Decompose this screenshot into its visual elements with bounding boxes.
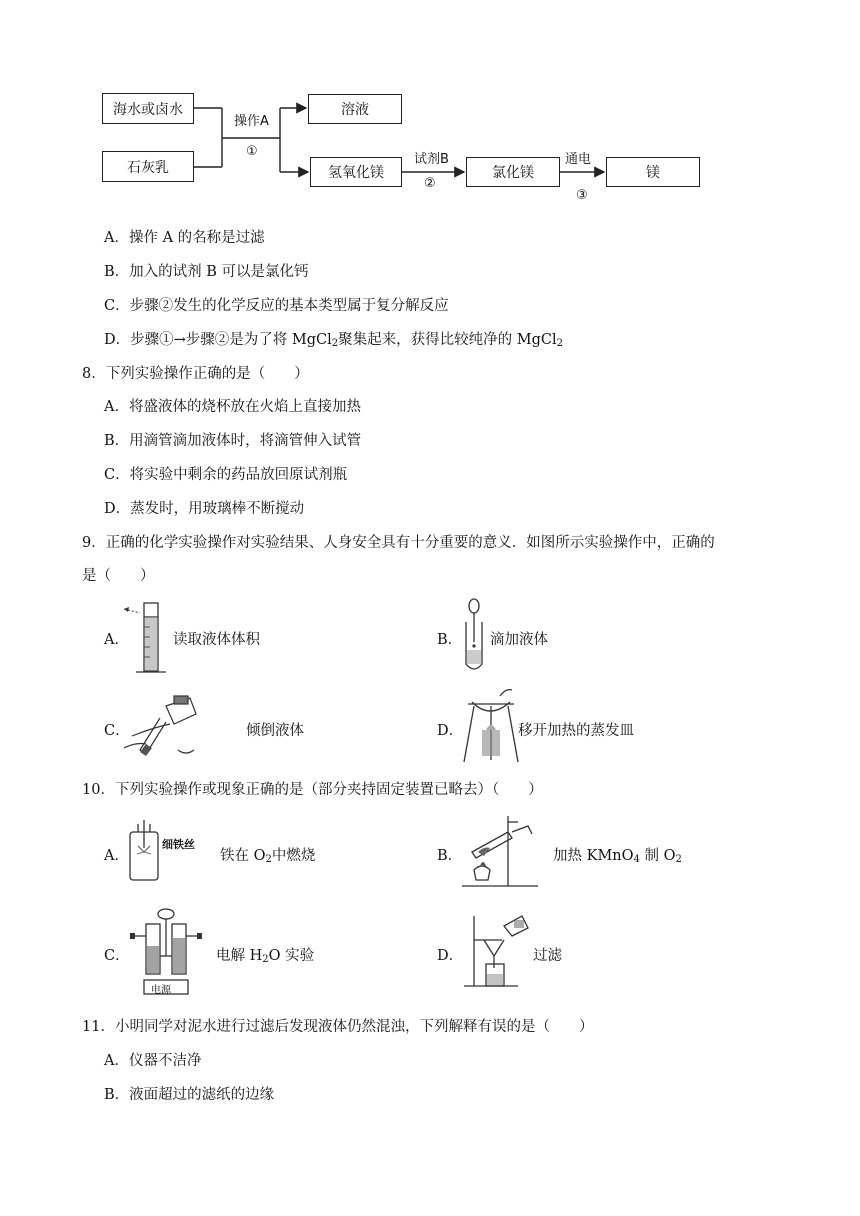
q10-c-caption-pre: 电解 H bbox=[216, 948, 263, 964]
q10-b-caption bbox=[553, 844, 682, 865]
q7-option-b: B．加入的试剂 B 可以是氯化钙 bbox=[104, 264, 309, 280]
q8-option-c: C．将实验中剩余的药品放回原试剂瓶 bbox=[104, 467, 348, 483]
flowchart-connectors bbox=[0, 0, 860, 200]
q10-c-caption bbox=[216, 944, 314, 965]
q10-stem: 10．下列实验操作或现象正确的是（部分夹持固定装置已略去）（ ） bbox=[82, 782, 543, 798]
q11-option-a: A．仪器不洁净 bbox=[104, 1053, 202, 1069]
q7-d-sub2: 2 bbox=[556, 338, 563, 349]
q10-d-caption: 过滤 bbox=[533, 948, 562, 964]
box-solution: 溶液 bbox=[308, 94, 402, 124]
q10-a-caption bbox=[220, 844, 315, 865]
label-step-3: ③ bbox=[576, 188, 588, 203]
q9-d-caption: 移开加热的蒸发皿 bbox=[518, 723, 634, 739]
q7-d-part1: D．步骤①→步骤②是为了将 MgCl bbox=[104, 332, 332, 348]
q8-option-d: D．蒸发时，用玻璃棒不断搅动 bbox=[104, 501, 305, 517]
q7-option-a: A．操作 A 的名称是过滤 bbox=[104, 230, 265, 246]
label-electrolysis: 通电 bbox=[565, 152, 592, 167]
graduated-cylinder-icon bbox=[122, 597, 174, 679]
q8-option-a: A．将盛液体的烧杯放在火焰上直接加热 bbox=[104, 399, 361, 415]
q8-option-b: B．用滴管滴加液体时，将滴管伸入试管 bbox=[104, 433, 362, 449]
evaporating-dish-tripod-icon bbox=[460, 686, 522, 766]
box-seawater: 海水或卤水 bbox=[102, 93, 194, 124]
q9-stem-line1: 9．正确的化学实验操作对实验结果、人身安全具有十分重要的意义．如图所示实验操作中，正确的 bbox=[82, 535, 715, 551]
label-operation-a: 操作A bbox=[234, 114, 269, 129]
q10-c-sub: 2 bbox=[262, 954, 269, 965]
box-lime-milk: 石灰乳 bbox=[102, 151, 194, 182]
q10-a-letter: A． bbox=[104, 848, 129, 864]
pouring-liquid-icon bbox=[122, 692, 214, 762]
q7-d-sub1: 2 bbox=[331, 338, 339, 349]
q10-d-letter: D． bbox=[437, 948, 464, 964]
label-step-2: ② bbox=[424, 176, 436, 191]
q9-stem-line2: 是（ ） bbox=[82, 568, 155, 584]
iron-wire-bottle-icon bbox=[126, 818, 162, 884]
q9-d-letter: D． bbox=[437, 723, 464, 739]
q7-option-c: C．步骤②发生的化学反应的基本类型属于复分解反应 bbox=[104, 298, 449, 314]
q10-b-caption-pre: 加热 KMnO bbox=[553, 848, 634, 864]
q10-a-caption-pre: 铁在 O bbox=[220, 848, 266, 864]
q7-option-d bbox=[104, 330, 563, 354]
filtration-setup-icon bbox=[462, 910, 534, 990]
q9-c-caption: 倾倒液体 bbox=[246, 723, 304, 739]
box-magnesium-hydroxide: 氢氧化镁 bbox=[310, 157, 402, 187]
label-reagent-b: 试剂B bbox=[414, 152, 449, 167]
q11-stem: 11．小明同学对泥水进行过滤后发现液体仍然混浊，下列解释有误的是（ ） bbox=[82, 1019, 594, 1035]
q9-c-letter: C． bbox=[104, 723, 130, 739]
flowchart bbox=[0, 0, 860, 203]
q10-b-sub4: 4 bbox=[633, 854, 640, 865]
q10-c-letter: C． bbox=[104, 948, 130, 964]
heating-kmno4-apparatus-icon bbox=[458, 808, 550, 892]
q10-a-sub: 2 bbox=[265, 854, 272, 865]
box-magnesium: 镁 bbox=[606, 157, 700, 187]
q9-a-letter: A． bbox=[104, 632, 129, 648]
q10-b-letter: B． bbox=[437, 848, 463, 864]
q9-a-caption: 读取液体体积 bbox=[173, 632, 260, 648]
power-supply-label: 电源 bbox=[151, 985, 171, 996]
label-step-1: ① bbox=[246, 144, 258, 159]
q8-stem: 8．下列实验操作正确的是（ ） bbox=[82, 366, 309, 382]
q10-a-caption-post: 中燃烧 bbox=[271, 848, 316, 864]
q10-c-caption-post: O 实验 bbox=[268, 948, 315, 964]
q9-b-caption: 滴加液体 bbox=[490, 632, 548, 648]
box-magnesium-chloride: 氯化镁 bbox=[466, 157, 560, 187]
q7-d-part2: 聚集起来，获得比较纯净的 MgCl bbox=[338, 332, 557, 348]
iron-wire-label: 细铁丝 bbox=[162, 838, 195, 851]
q10-b-caption-post: 制 O bbox=[644, 848, 676, 864]
q9-b-letter: B． bbox=[437, 632, 463, 648]
q10-b-sub2: 2 bbox=[675, 854, 682, 865]
q11-option-b: B．液面超过的滤纸的边缘 bbox=[104, 1087, 275, 1103]
dropper-test-tube-icon bbox=[458, 594, 490, 676]
